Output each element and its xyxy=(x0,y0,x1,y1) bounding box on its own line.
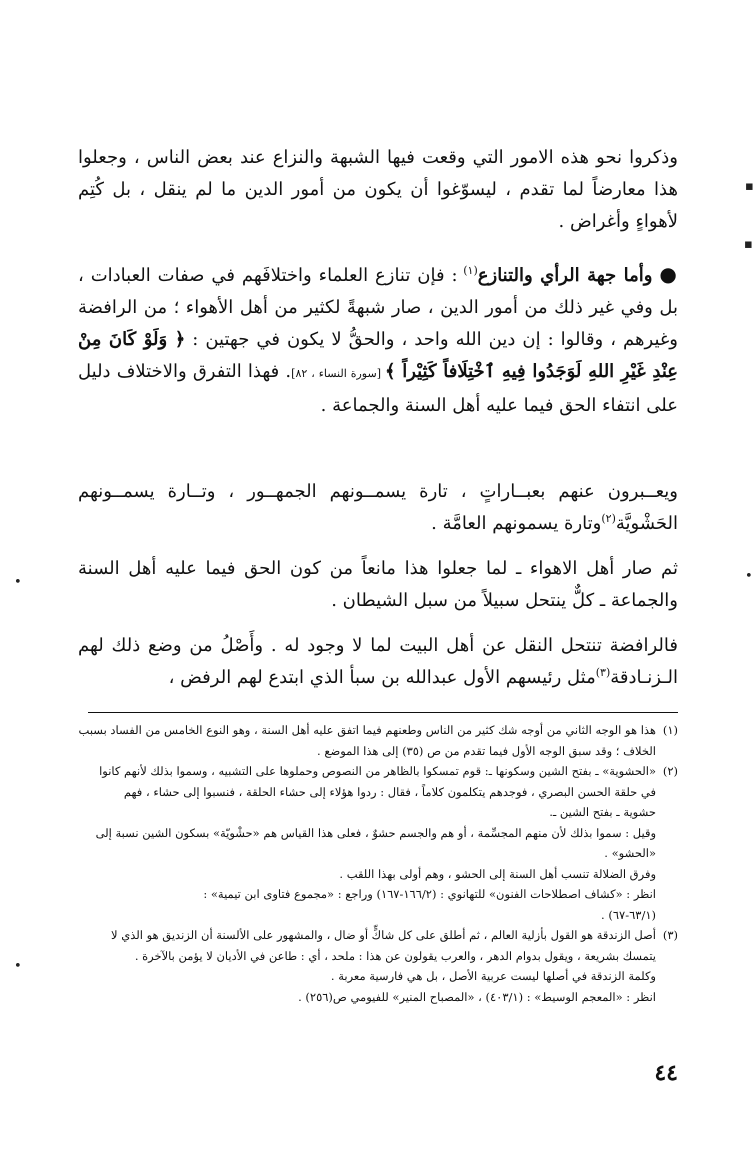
paragraph-1 xyxy=(78,142,678,238)
footnote-3-line-3: وكلمة الزندقة في أصلها ليست عربية الأصل ، بل هي فارسية معربة . xyxy=(330,969,656,983)
paragraph-2-text-a: : فإن تنازع العلماء واختلافَهم في صفات العبادات ، بل وفي غير ذلك من أمور الدين ، صار شبهةً لكثير من أهل الأهواء ؛ من الرافضة وغيرهم ، وقالوا : إن دين الله واحد ، والحقُّ لا يكون في جهتين : xyxy=(78,265,678,350)
scan-speck: • xyxy=(14,959,22,974)
scan-speck: ▪ xyxy=(745,179,754,194)
footnote-2 xyxy=(78,761,678,782)
footnote-2-line-5: «الحشو» . xyxy=(604,846,656,860)
footnote-2-line-6: وفرق الضلالة تنسب أهل السنة إلى الحشو ، وهم أولى بهذا اللقب . xyxy=(339,866,656,881)
footnote-2-line-1: «الحشوية» ـ بفتح الشين وسكونها ـ: قوم تمسكوا بالظاهر من النصوص وحملوها على التشبيه ، وسموا بذلك لأنهم كانوا xyxy=(99,764,656,778)
paragraph-2 xyxy=(78,258,678,422)
paragraph-5-text-a: فالرافضة تنتحل النقل عن أهل البيت لما لا وجود له . وأَصْلُ من وضع ذلك لهم الـزنـادقة xyxy=(78,635,678,688)
paragraph-4-text: ثم صار أهل الاهواء ـ لما جعلوا هذا مانعاً من كون الحق فيما عليه أهل السنة والجماعة ـ كلٌّ ينتحل سبيلاً من سبل الشيطان . xyxy=(78,558,678,611)
footnote-2-line-3: حشوية ـ بفتح الشين ـ. xyxy=(549,805,656,819)
footnote-2-line-8: (٦٣/١-٦٧) . xyxy=(601,907,656,922)
footnote-2-line-7: انظر : «كشاف اصطلاحات الفنون» للتهانوي : (١٦٦/٢-١٦٧) وراجع : «مجموع فتاوى ابن تيمية» : xyxy=(203,887,656,901)
footnote-1-number: (١) xyxy=(662,723,678,737)
paragraph-3-text-b: وتارة يسمونهم العامَّة . xyxy=(431,513,602,534)
scan-speck: • xyxy=(745,569,753,584)
footnote-3-line-2: يتمسك بشريعة ، ويقول بدوام الدهر ، والعرب يقولون عن هذا : ملحد ، أي : طاعن في الأديان لا يؤمن بالآخرة . xyxy=(134,948,656,963)
scan-speck: • xyxy=(14,575,22,590)
section-heading: وأما جهة الرأي والتنازع xyxy=(477,265,653,286)
scan-speck: ▪ xyxy=(744,237,753,252)
footnotes xyxy=(78,720,678,1007)
page-number: ٤٤ xyxy=(654,1060,678,1086)
footnote-3-line-1: أصل الزندقة هو القول بأزلية العالم ، ثم أطلق على كل شاكٍّ أو ضال ، والمشهور على الألسنة أن الزنديق هو الذي لا xyxy=(111,928,656,942)
footnote-2-line-4: وقيل : سموا بذلك لأن منهم المجسِّمة ، أو هم والجسم حشوٌ ، فعلى هذا القياس هم «حشْويّة» بسكون الشين نسبة إلى xyxy=(95,825,656,840)
paragraph-2-text-b: . فهذا التفرق والاختلاف دليل على انتفاء الحق فيما عليه أهل السنة والجماعة . xyxy=(78,361,678,416)
footnote-1-line-2: الخلاف ؛ وقد سبق الوجه الأول فيما تقدم من ص (٣٥) إلى هذا الموضع . xyxy=(317,743,656,758)
footnote-ref-1: (١) xyxy=(463,264,478,277)
paragraph-5 xyxy=(78,630,678,694)
bullet-icon: ● xyxy=(659,262,678,286)
footnote-ref-2: (٢) xyxy=(601,512,616,525)
paragraph-5-text-b: مثل رئيسهم الأول عبدالله بن سبأ الذي ابتدع لهم الرفض ، xyxy=(168,667,596,688)
footnote-1-line-1: هذا هو الوجه الثاني من أوجه شك كثير من الناس وطعنهم فيما اتفق عليه أهل السنة ، وهو النوع الخامس من الفساد بسبب xyxy=(78,723,656,737)
paragraph-3-text-a: ويعــبرون عنهم بعبــاراتٍ ، تارة يسمــونهم الجمهــور ، وتــارة يسمــونهم الحَشْويَّة xyxy=(78,481,678,534)
surah-reference: [سورة النساء ، ٨٢] xyxy=(291,367,385,380)
quran-verse: ﴿ وَلَوْ كَانَ مِنْ عِنْدِ غَيْرِ اللهِ لَوَجَدُوا فِيهِ ٱخْتِلَافاً كَثِيْراً ﴾ xyxy=(78,329,679,382)
footnote-divider xyxy=(88,712,678,713)
footnote-3-line-4: انظر : «المعجم الوسيط» : (٤٠٣/١) ، «المصباح المنير» للفيومي ص(٢٥٦) . xyxy=(298,989,656,1004)
paragraph-1-text: وذكروا نحو هذه الامور التي وقعت فيها الشبهة والنزاع عند بعض الناس ، وجعلوا هذا معارضاً لما تقدم ، ليسوّغوا أن يكون من أمور الدين ما لم ينقل ، بل كُتِم لأهواءٍ وأغراض . xyxy=(78,147,678,232)
footnote-2-number: (٢) xyxy=(662,764,678,778)
footnote-ref-3: (٣) xyxy=(595,666,611,679)
footnote-1 xyxy=(78,720,678,741)
paragraph-4 xyxy=(78,553,678,617)
footnote-3-number: (٣) xyxy=(662,928,678,942)
paragraph-3 xyxy=(78,476,678,540)
footnote-3 xyxy=(78,925,678,946)
footnote-2-line-2: في حلقة الحسن البصري ، فوجدهم يتكلمون كلاماً ، فقال : ردوا هؤلاء إلى حشاء الحلقة ، فنسبوا إلى حشاء ، فهم xyxy=(123,784,656,799)
